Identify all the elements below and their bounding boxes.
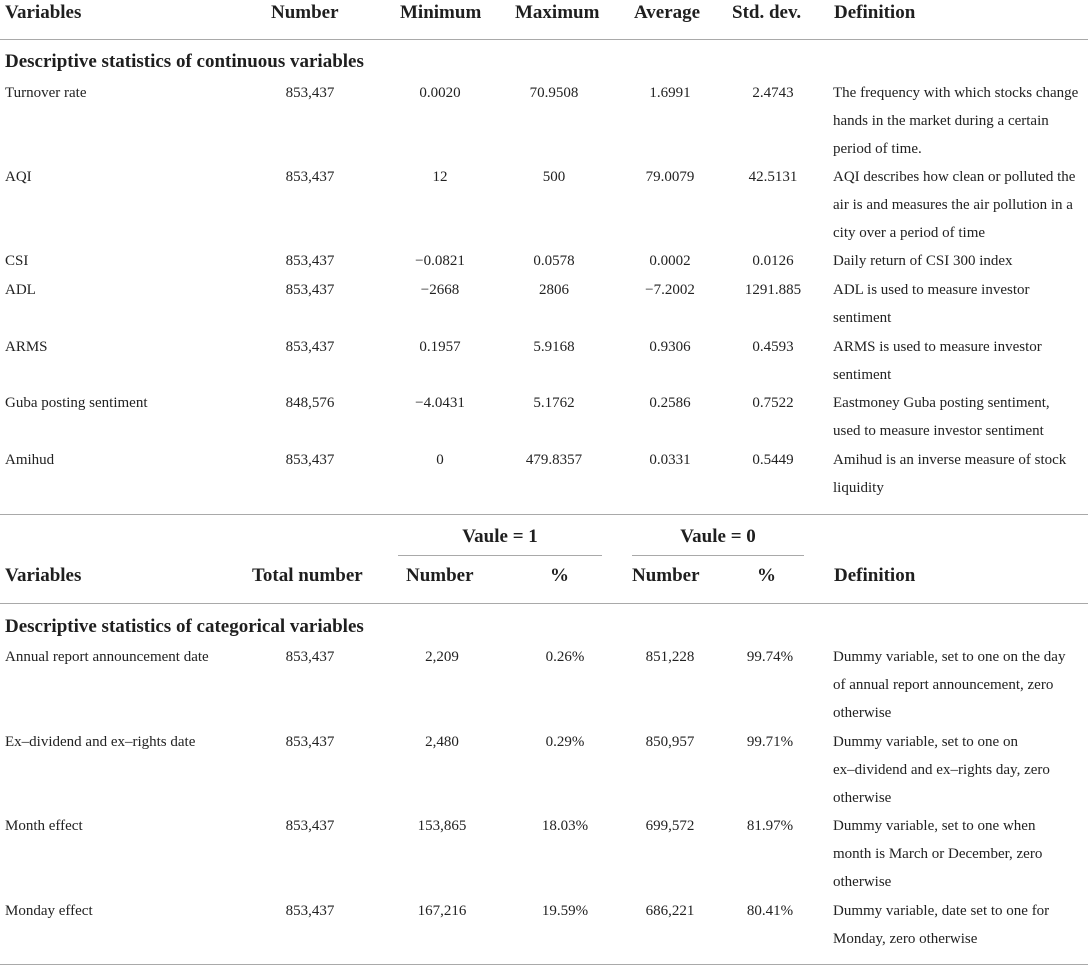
cell-number: 853,437 xyxy=(285,169,335,185)
cell-number-0: 699,572 xyxy=(645,818,695,834)
cell-definition-line: of annual report announcement, zero xyxy=(833,677,1054,693)
cell-variable: Amihud xyxy=(5,452,55,468)
cell-maximum: 0.0578 xyxy=(533,253,575,269)
header-definition: Definition xyxy=(834,565,916,586)
header-number-0: Number xyxy=(632,565,700,586)
section-title-continuous: Descriptive statistics of continuous variables xyxy=(5,51,364,72)
cell-maximum: 5.1762 xyxy=(533,395,575,411)
cell-definition-line: period of time. xyxy=(833,141,922,157)
cell-definition-line: The frequency with which stocks change xyxy=(833,85,1079,101)
cell-percent-0: 81.97% xyxy=(746,818,794,834)
cell-percent-1: 0.29% xyxy=(545,734,585,750)
header-variables: Variables xyxy=(5,565,82,586)
cell-definition-line: used to measure investor sentiment xyxy=(833,423,1044,439)
cell-number: 853,437 xyxy=(285,339,335,355)
header-maximum: Maximum xyxy=(515,2,600,23)
cell-std-dev: 0.4593 xyxy=(752,339,794,355)
cell-definition-line: city over a period of time xyxy=(833,225,986,241)
group-underline xyxy=(632,555,804,556)
cell-variable: Annual report announcement date xyxy=(5,649,209,665)
cell-std-dev: 2.4743 xyxy=(752,85,794,101)
group-header-value-1: Vaule = 1 xyxy=(462,526,538,547)
cell-definition-line: Monday, zero otherwise xyxy=(833,931,978,947)
cell-maximum: 2806 xyxy=(539,282,569,298)
group-header-value-0: Vaule = 0 xyxy=(680,526,756,547)
cell-definition-line: Amihud is an inverse measure of stock xyxy=(833,452,1067,468)
cell-std-dev: 1291.885 xyxy=(744,282,802,298)
cell-average: 1.6991 xyxy=(649,85,691,101)
cell-definition-line: otherwise xyxy=(833,874,892,890)
cell-minimum: 0.0020 xyxy=(419,85,461,101)
cell-variable: ARMS xyxy=(5,339,48,355)
header-std-dev: Std. dev. xyxy=(732,2,802,23)
cell-maximum: 500 xyxy=(542,169,566,185)
group-underline xyxy=(398,555,602,556)
cell-definition-line: otherwise xyxy=(833,705,892,721)
cell-definition-line: Dummy variable, set to one when xyxy=(833,818,1036,834)
cell-minimum: 0.1957 xyxy=(419,339,461,355)
cell-minimum: −0.0821 xyxy=(415,253,465,269)
cell-number: 848,576 xyxy=(285,395,335,411)
cell-percent-0: 80.41% xyxy=(746,903,794,919)
cell-number: 853,437 xyxy=(285,253,335,269)
cell-average: 0.2586 xyxy=(649,395,691,411)
cell-definition-line: otherwise xyxy=(833,790,892,806)
cell-minimum: 0 xyxy=(436,452,444,468)
cell-minimum: −2668 xyxy=(420,282,460,298)
cell-number-0: 850,957 xyxy=(645,734,695,750)
cell-std-dev: 42.5131 xyxy=(748,169,798,185)
section-title-categorical: Descriptive statistics of categorical variables xyxy=(5,616,364,637)
cell-number-0: 686,221 xyxy=(645,903,695,919)
cell-variable: ADL xyxy=(5,282,36,298)
cell-total-number: 853,437 xyxy=(285,818,335,834)
cell-percent-1: 19.59% xyxy=(541,903,589,919)
cell-number-1: 167,216 xyxy=(417,903,467,919)
cell-number-0: 851,228 xyxy=(645,649,695,665)
header-percent-0: % xyxy=(757,565,776,586)
cell-definition-line: ARMS is used to measure investor xyxy=(833,339,1042,355)
cell-percent-0: 99.74% xyxy=(746,649,794,665)
cell-std-dev: 0.7522 xyxy=(752,395,794,411)
cell-percent-0: 99.71% xyxy=(746,734,794,750)
cell-definition-line: sentiment xyxy=(833,367,892,383)
header-percent-1: % xyxy=(550,565,569,586)
cell-definition-line: liquidity xyxy=(833,480,884,496)
cell-minimum: 12 xyxy=(432,169,448,185)
cell-average: 79.0079 xyxy=(645,169,695,185)
header-number-1: Number xyxy=(406,565,474,586)
cell-minimum: −4.0431 xyxy=(415,395,465,411)
cell-average: 0.0331 xyxy=(649,452,691,468)
header-average: Average xyxy=(634,2,701,23)
cell-total-number: 853,437 xyxy=(285,649,335,665)
cell-variable: Guba posting sentiment xyxy=(5,395,148,411)
cell-variable: Month effect xyxy=(5,818,83,834)
cell-maximum: 479.8357 xyxy=(525,452,583,468)
cell-definition-line: Daily return of CSI 300 index xyxy=(833,253,1013,269)
cell-number: 853,437 xyxy=(285,85,335,101)
cell-average: 0.0002 xyxy=(649,253,691,269)
cell-std-dev: 0.0126 xyxy=(752,253,794,269)
cell-definition-line: Dummy variable, set to one on xyxy=(833,734,1018,750)
header-minimum: Minimum xyxy=(400,2,482,23)
cell-variable: CSI xyxy=(5,253,29,269)
cell-number-1: 2,480 xyxy=(425,734,459,750)
cell-definition-line: ADL is used to measure investor xyxy=(833,282,1030,298)
cell-average: −7.2002 xyxy=(645,282,695,298)
cell-definition-line: Dummy variable, date set to one for xyxy=(833,903,1050,919)
cell-variable: AQI xyxy=(5,169,32,185)
cell-definition-line: air is and measures the air pollution in a xyxy=(833,197,1073,213)
cell-number-1: 153,865 xyxy=(417,818,467,834)
cell-total-number: 853,437 xyxy=(285,734,335,750)
cell-maximum: 70.9508 xyxy=(529,85,579,101)
cell-variable: Ex–dividend and ex–rights date xyxy=(5,734,196,750)
divider xyxy=(0,603,1088,604)
cell-number: 853,437 xyxy=(285,282,335,298)
cell-maximum: 5.9168 xyxy=(533,339,575,355)
cell-percent-1: 18.03% xyxy=(541,818,589,834)
header-variables: Variables xyxy=(5,2,82,23)
cell-definition-line: month is March or December, zero xyxy=(833,846,1043,862)
header-number: Number xyxy=(271,2,339,23)
cell-std-dev: 0.5449 xyxy=(752,452,794,468)
cell-variable: Monday effect xyxy=(5,903,93,919)
cell-definition-line: AQI describes how clean or polluted the xyxy=(833,169,1076,185)
cell-average: 0.9306 xyxy=(649,339,691,355)
cell-definition-line: Eastmoney Guba posting sentiment, xyxy=(833,395,1050,411)
divider xyxy=(0,964,1088,965)
cell-percent-1: 0.26% xyxy=(545,649,585,665)
cell-number-1: 2,209 xyxy=(425,649,459,665)
cell-definition-line: ex–dividend and ex–rights day, zero xyxy=(833,762,1050,778)
cell-variable: Turnover rate xyxy=(5,85,87,101)
divider xyxy=(0,39,1088,40)
header-total-number: Total number xyxy=(252,565,363,586)
cell-number: 853,437 xyxy=(285,452,335,468)
header-definition: Definition xyxy=(834,2,916,23)
divider xyxy=(0,514,1088,515)
cell-definition-line: sentiment xyxy=(833,310,892,326)
cell-total-number: 853,437 xyxy=(285,903,335,919)
cell-definition-line: Dummy variable, set to one on the day xyxy=(833,649,1066,665)
cell-definition-line: hands in the market during a certain xyxy=(833,113,1049,129)
